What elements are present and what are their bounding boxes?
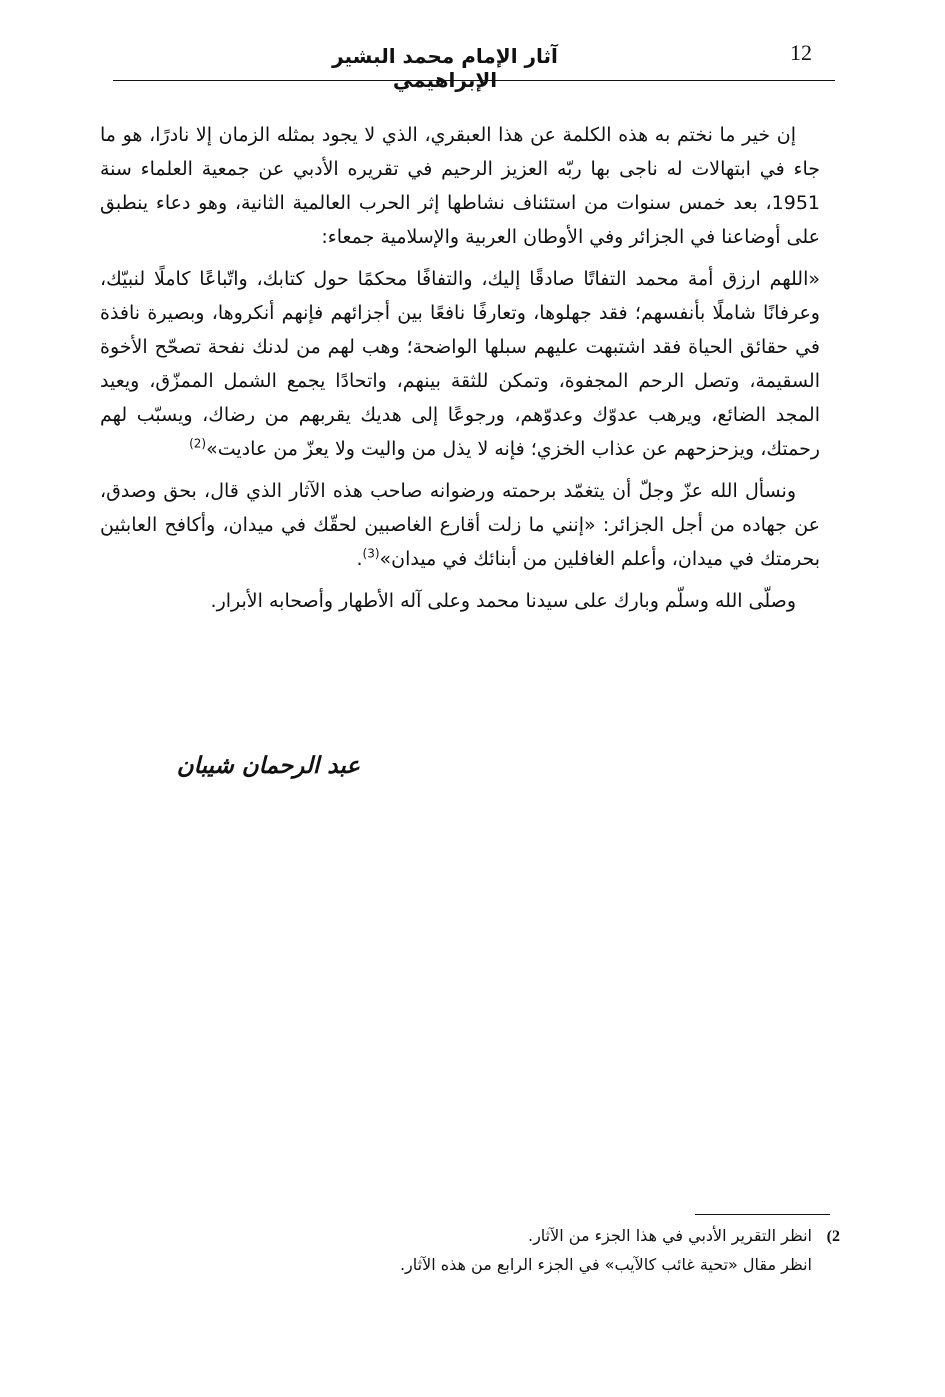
paragraph-supplication — [100, 474, 820, 576]
header-rule — [113, 80, 835, 81]
footnote-text: انظر مقال «تحية غائب كالآيب» في الجزء الرابع من هذه الآثار. — [399, 1255, 812, 1274]
paragraph-prayer — [100, 262, 820, 466]
footnote-marker: 2) — [826, 1228, 840, 1245]
running-title: آثار الإمام محمد البشير الإبراهيمي — [332, 44, 558, 92]
paragraph-closing: وصلّى الله وسلّم وبارك على سيدنا محمد وعلى آله الأطهار وأصحابه الأبرار. — [210, 590, 796, 612]
footnote-text: انظر التقرير الأدبي في هذا الجزء من الآثار. — [527, 1226, 812, 1245]
note-ref-2: (2) — [189, 436, 207, 451]
note-ref-suffix: . — [356, 548, 363, 570]
page-number: 12 — [790, 40, 812, 65]
supplication-text: ونسأل الله عزّ وجلّ أن يتغمّد برحمته ورضوانه صاحب هذه الآثار الذي قال، بحق وصدق، عن جهاده من أجل الجزائر: «إنني ما زلت أقارع الغاصبين لحقّك في ميدان، وأكافح العابثين بحرمتك في ميدان، وأعلم الغافلين من أبنائك في ميدان» — [100, 480, 820, 570]
footnote-rule — [695, 1214, 830, 1215]
body-text — [100, 118, 820, 626]
signature: عبد الرحمان شيبان — [176, 752, 360, 779]
note-ref-3: (3) — [362, 546, 380, 561]
prayer-text: «اللهم ارزق أمة محمد التفاتًا صادقًا إليك، والتفافًا محكمًا حول كتابك، واتّباعًا كاملًا لنبيّك، وعرفانًا شاملًا بأنفسهم؛ فقد جهلوها، وتعارفًا نافعًا بين أجزائهم فإنهم أنكروها، وبصيرة نافذة في حقائق الحياة فقد اشتبهت عليهم سبلها الواضحة؛ وهب لهم من لدنك نفحة تصحّح الأخوة السقيمة، وتصل الرحم المجفوة، وتمكن للثقة بينهم، واتحادًا يجمع الشمل الممزّق، ويعيد المجد الضائع، ويرهب عدوّك وعدوّهم، ورجوعًا إلى هديك يقربهم من رضاك، ويسبّب لهم رحمتك، ويزحزحهم عن عذاب الخزي؛ فإنه لا يذل من واليت ولا يعزّ من عاديت» — [100, 268, 820, 460]
footnote-2 — [260, 1222, 840, 1251]
paragraph-intro: إن خير ما نختم به هذه الكلمة عن هذا العبقري، الذي لا يجود بمثله الزمان إلا نادرًا، هو ما جاء في ابتهالات له ناجى بها ربّه العزيز الرحيم في تقريره الأدبي عن جمعية العلماء سنة 1951، بعد خمس سنوات من استئناف نشاطها إثر الحرب العالمية الثانية، وهو دعاء ينطبق على أوضاعنا في الجزائر وفي الأوطان العربية والإسلامية جمعاء: — [100, 124, 820, 248]
footnotes — [260, 1222, 840, 1279]
footnote-3 — [260, 1251, 840, 1279]
